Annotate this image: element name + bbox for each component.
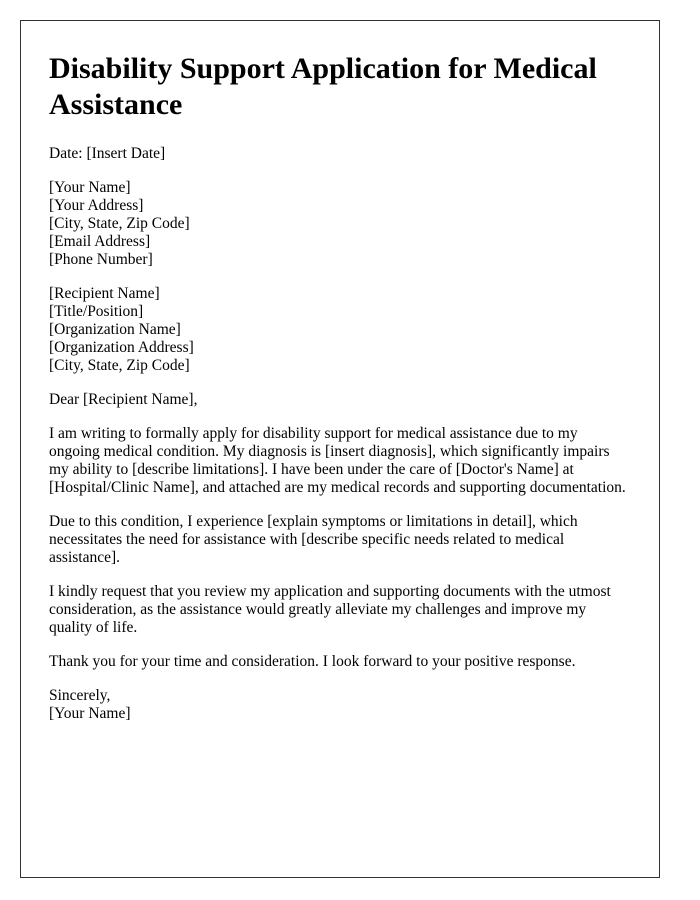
closing: Sincerely, [49,687,111,704]
recipient-organization: [Organization Name] [49,321,181,338]
sender-email: [Email Address] [49,233,151,250]
salutation: Dear [Recipient Name], [49,391,198,408]
recipient-title: [Title/Position] [49,303,144,320]
letter-document [20,20,660,878]
body-paragraph-thanks: Thank you for your time and consideration. I look forward to your positive response. [49,653,576,670]
recipient-address-block [49,285,631,375]
recipient-organization-address: [Organization Address] [49,339,194,356]
recipient-name: [Recipient Name] [49,285,160,302]
sender-city-state-zip: [City, State, Zip Code] [49,215,190,232]
closing-block [49,687,631,723]
sender-address-block [49,179,631,269]
body-paragraph-request: I kindly request that you review my application and supporting documents with the utmost consideration, as the assistance would greatly alleviate my challenges and improve my quality of life. [49,583,611,636]
signature-name: [Your Name] [49,705,131,722]
recipient-city-state-zip: [City, State, Zip Code] [49,357,190,374]
sender-phone: [Phone Number] [49,251,153,268]
sender-address: [Your Address] [49,197,144,214]
letter-date: Date: [Insert Date] [49,145,166,162]
sender-name: [Your Name] [49,179,131,196]
letter-title: Disability Support Application for Medical Assistance [49,52,597,121]
body-paragraph-intro: I am writing to formally apply for disability support for medical assistance due to my ongoing medical condition. My diagnosis is [insert diagnosis], which significantly impairs my ability to [describe limitations]. I have been under the care of [Doctor's Name] at [Hospital/Clinic Name], and attached are my medical records and supporting documentation. [49,425,626,496]
body-paragraph-symptoms: Due to this condition, I experience [explain symptoms or limitations in detail], which necessitates the need for assistance with [describe specific needs related to medical assistance]. [49,513,578,566]
